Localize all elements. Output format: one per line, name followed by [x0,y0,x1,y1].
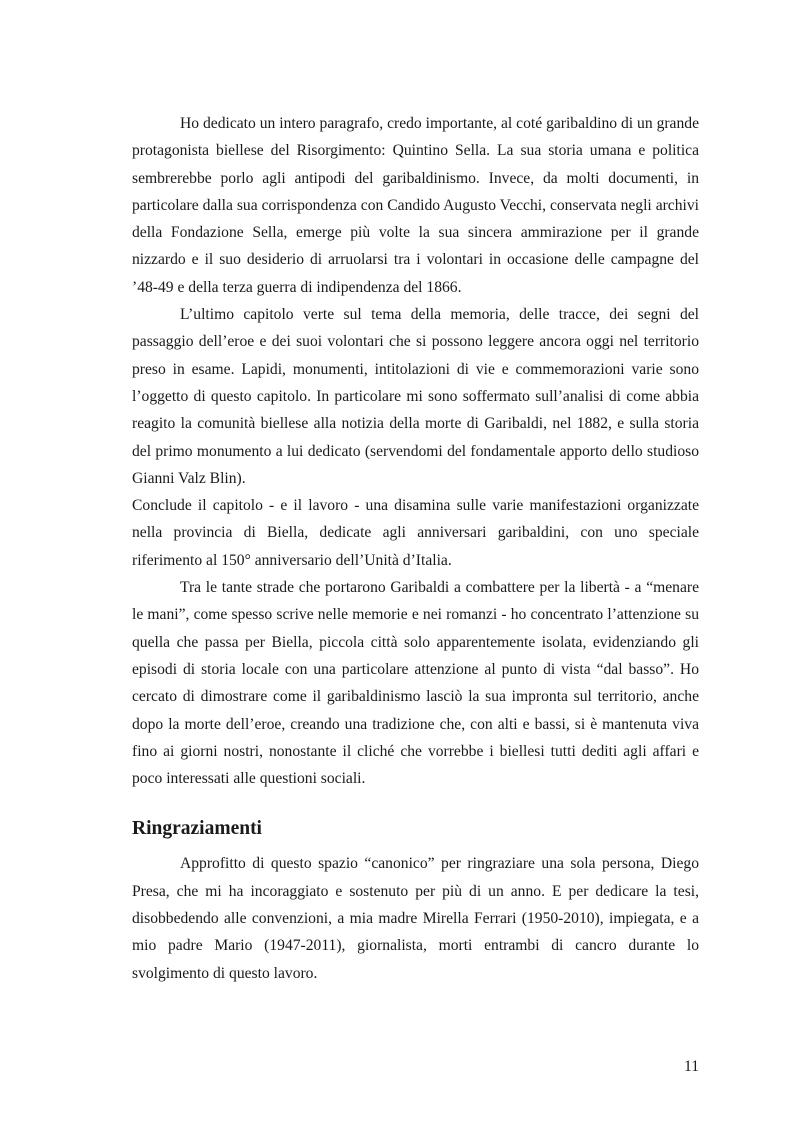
page-number: 11 [683,1058,699,1075]
paragraph-quintino-sella: Ho dedicato un intero paragrafo, credo importante, al coté garibaldino di un grande protagonista biellese del Risorgimento: Quintino Sella. La sua storia umana e politica sembrerebbe porlo agli antipodi del garibaldinismo. Invece, da molti documenti, in particolare dalla sua corrispondenza con Candido Augusto Vecchi, conservata negli archivi della Fondazione Sella, emerge più volte la sua sincera ammirazione per il grande nizzardo e il suo desiderio di arruolarsi tra i volontari in occasione delle campagne del ’48-49 e della terza guerra di indipendenza del 1866. [132,115,699,296]
paragraph-acknowledgements: Approfitto di questo spazio “canonico” per ringraziare una sola persona, Diego Presa, che mi ha incoraggiato e sostenuto per più di un anno. E per dedicare la tesi, disobbedendo alle convenzioni, a mia madre Mirella Ferrari (1950-2010), impiegata, e a mio padre Mario (1947-2011), giornalista, morti entrambi di cancro durante lo svolgimento di questo lavoro. [132,855,699,982]
section-heading-acknowledgements: Ringraziamenti [132,818,262,840]
paragraph-summary: Tra le tante strade che portarono Garibaldi a combattere per la libertà - a “menare le mani”, come spesso scrive nelle memorie e nei romanzi - ho concentrato l’attenzione su quella che passa per Biella, piccola città solo apparentemente isolata, evidenziando gli episodi di storia locale con una particolare attenzione al punto di vista “dal basso”. Ho cercato di dimostrare come il garibaldinismo lasciò la sua impronta sul territorio, anche dopo la morte dell’eroe, creando una tradizione che, con alti e bassi, si è mantenuta viva fino ai giorni nostri, nonostante il cliché che vorrebbe i biellesi tutti dediti agli affari e poco interessati alle questioni sociali. [132,579,699,788]
paragraph-conclusion: Conclude il capitolo - e il lavoro - una disamina sulle varie manifestazioni organizzate nella provincia di Biella, dedicate agli anniversari garibaldini, con uno speciale riferimento al 150° anniversario dell’Unità d’Italia. [132,497,699,569]
document-body [132,110,699,987]
paragraph-last-chapter: L’ultimo capitolo verte sul tema della memoria, delle tracce, dei segni del passaggio dell’eroe e dei suoi volontari che si possono leggere ancora oggi nel territorio preso in esame. Lapidi, monumenti, intitolazioni di vie e commemorazioni varie sono l’oggetto di questo capitolo. In particolare mi sono soffermato sull’analisi di come abbia reagito la comunità biellese alla notizia della morte di Garibaldi, nel 1882, e sulla storia del primo monumento a lui dedicato (servendomi del fondamentale apporto dello studioso Gianni Valz Blin). [132,306,699,487]
